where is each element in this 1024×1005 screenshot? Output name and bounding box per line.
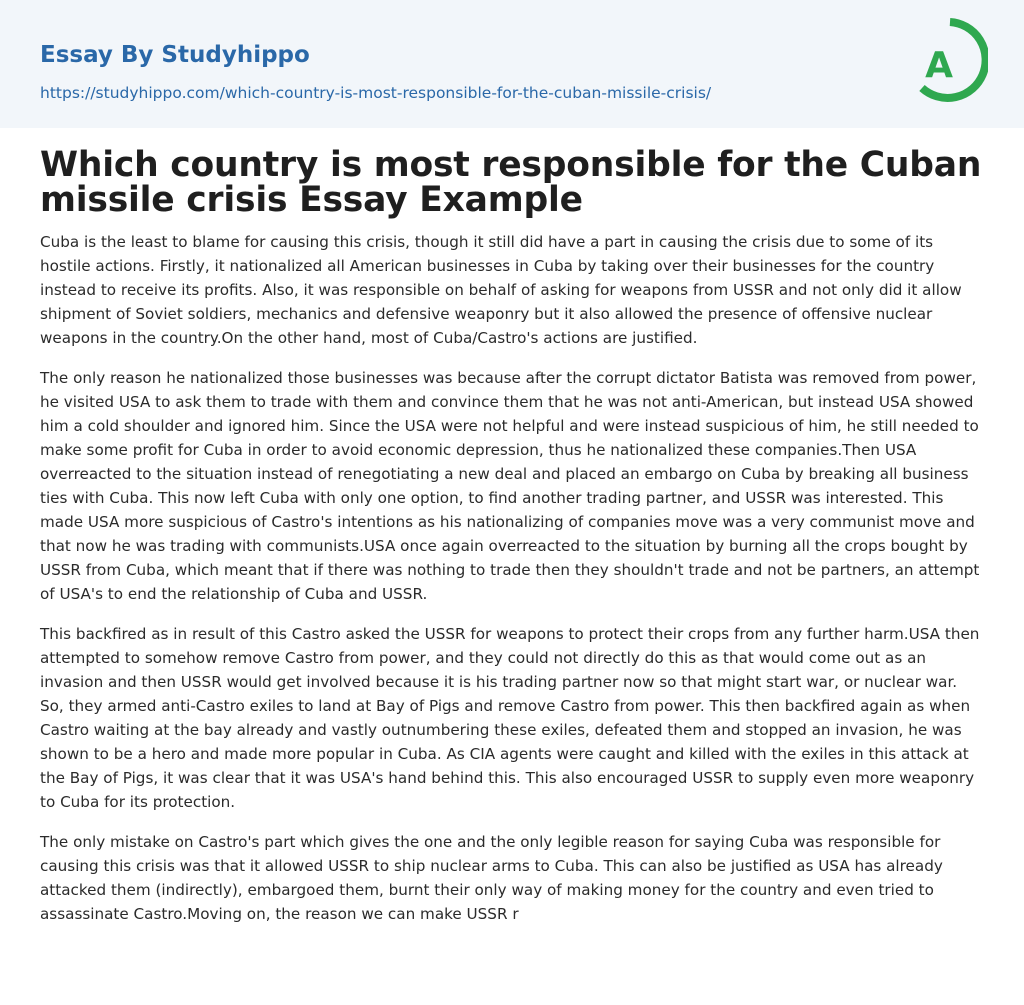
studyhippo-logo-icon[interactable]	[912, 18, 988, 108]
article-paragraph: The only mistake on Castro's part which gives the one and the only legible reason for saying Cuba was responsible for causing this crisis was that it allowed USSR to ship nuclear arms to Cuba. This can also be justified as USA has already attacked them (indirectly), embargoed them, burnt their only way of making money for the country and even tried to assassinate Castro.Moving on, the reason we can make USSR r	[40, 833, 943, 923]
site-header	[0, 0, 1024, 128]
article-title: Which country is most responsible for the Cuban missile crisis Essay Example	[40, 145, 982, 220]
brand-title[interactable]: Essay By Studyhippo	[40, 42, 310, 68]
article-paragraph: Cuba is the least to blame for causing this crisis, though it still did have a part in causing the crisis due to some of its hostile actions. Firstly, it nationalized all American businesses in Cuba by taking over their businesses for the country instead to receive its profits. Also, it was responsible on behalf of asking for weapons from USSR and not only did it allow shipment of Soviet soldiers, mechanics and defensive weaponry but it also allowed the presence of offensive nuclear weapons in the country.On the other hand, most of Cuba/Castro's actions are justified.	[40, 233, 962, 347]
article-paragraph: This backfired as in result of this Castro asked the USSR for weapons to protect their crops from any further harm.USA then attempted to somehow remove Castro from power, and they could not directly do this as that would come out as an invasion and then USSR would get involved because it is his trading partner now so that might start war, or nuclear war. So, they armed anti-Castro exiles to land at Bay of Pigs and remove Castro from power. This then backfired again as when Castro waiting at the bay already and vastly outnumbering these exiles, defeated them and stopped an invasion, he was shown to be a hero and made more popular in Cuba. As CIA agents were caught and killed with the exiles in this attack at the Bay of Pigs, it was clear that it was USA's hand behind this. This also encouraged USSR to supply even more weaponry to Cuba for its protection.	[40, 625, 980, 811]
article	[0, 145, 1024, 926]
article-url-link[interactable]: https://studyhippo.com/which-country-is-most-responsible-for-the-cuban-missile-crisis/	[40, 84, 712, 102]
logo-letter: A	[925, 45, 953, 86]
article-paragraph: The only reason he nationalized those businesses was because after the corrupt dictator Batista was removed from power, he visited USA to ask them to trade with them and convince them that he was not anti-American, but instead USA showed him a cold shoulder and ignored him. Since the USA were not helpful and were instead suspicious of him, he still needed to make some profit for Cuba in order to avoid economic depression, thus he nationalized these companies.Then USA overreacted to the situation instead of renegotiating a new deal and placed an embargo on Cuba by breaking all business ties with Cuba. This now left Cuba with only one option, to find another trading partner, and USSR was interested. This made USA more suspicious of Castro's intentions as his nationalizing of companies move was a very communist move and that now he was trading with communists.USA once again overreacted to the situation by burning all the crops bought by USSR from Cuba, which meant that if there was nothing to trade then they shouldn't trade and not be partners, an attempt of USA's to end the relationship of Cuba and USSR.	[40, 369, 980, 603]
